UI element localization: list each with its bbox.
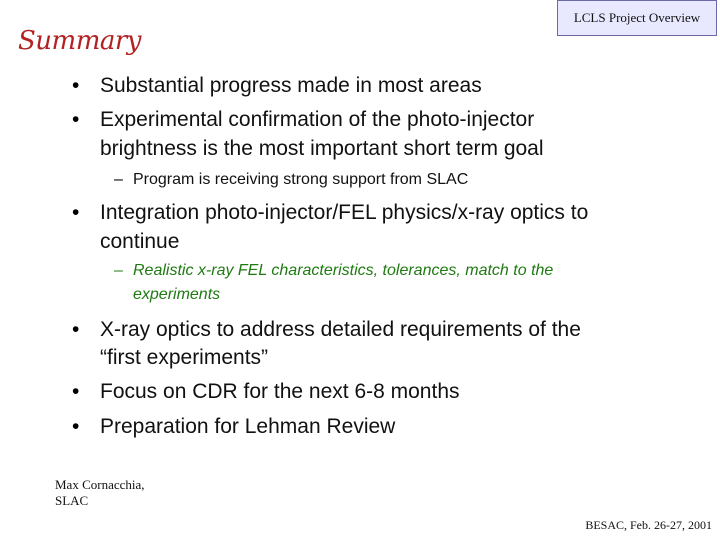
footer-author — [55, 477, 145, 509]
slide-title: Summary — [18, 26, 141, 56]
header-label: LCLS Project Overview — [573, 10, 701, 25]
bullet-text: “first experiments” — [100, 346, 269, 369]
dash-marker: – — [114, 262, 123, 279]
bullet-text: brightness is the most important short term goal — [100, 137, 544, 160]
bullet-marker: • — [72, 318, 80, 341]
bullet-text: Experimental confirmation of the photo-injector — [100, 108, 535, 131]
bullet-marker: • — [72, 380, 80, 403]
footer-event: BESAC, Feb. 26-27, 2001 — [585, 518, 712, 532]
bullet-marker: • — [72, 415, 80, 438]
bullet-text: Preparation for Lehman Review — [100, 415, 396, 438]
footer-author-affiliation: SLAC — [55, 493, 89, 508]
bullet-marker: • — [72, 108, 80, 131]
bullet-text: continue — [100, 230, 180, 253]
footer-author-name: Max Cornacchia, — [55, 477, 145, 492]
bullet-text: Focus on CDR for the next 6-8 months — [100, 380, 460, 403]
dash-marker: – — [114, 171, 123, 188]
subbullet-text: Program is receiving strong support from SLAC — [133, 171, 469, 188]
bullet-text: Substantial progress made in most areas — [100, 74, 482, 97]
header-badge — [557, 0, 717, 36]
bullet-text: X-ray optics to address detailed requirements of the — [100, 318, 581, 341]
bullet-marker: • — [72, 74, 80, 97]
subbullet-text: experiments — [133, 286, 221, 303]
bullet-marker: • — [72, 201, 80, 224]
subbullet-text: Realistic x-ray FEL characteristics, tolerances, match to the — [133, 262, 554, 279]
bullet-text: Integration photo-injector/FEL physics/x-ray optics to — [100, 201, 589, 224]
